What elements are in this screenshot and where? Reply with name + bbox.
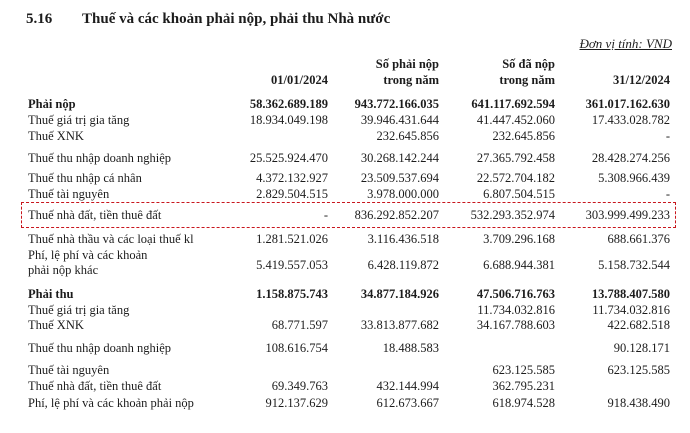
cell-paid: 232.645.856 (492, 129, 555, 143)
cell-closing: - (665, 187, 670, 201)
column-header-payable (376, 56, 439, 88)
column-header-payable-line2: trong năm (383, 73, 439, 87)
cell-closing: 5.158.732.544 (598, 258, 670, 272)
cell-closing: - (665, 129, 670, 143)
section-number: 5.16 (26, 11, 53, 27)
column-header-opening-date: 01/01/2024 (271, 73, 328, 87)
cell-opening: 25.525.924.470 (249, 151, 328, 165)
cell-paid: 47.506.716.763 (476, 287, 555, 301)
cell-payable: 30.268.142.244 (360, 151, 439, 165)
column-header-payable-line1: Số phải nộp (375, 57, 439, 71)
cell-payable: 3.978.000.000 (367, 187, 439, 201)
row-label: Thuế giá trị gia tăng (28, 303, 130, 317)
cell-payable: 6.428.119.872 (367, 258, 439, 272)
column-header-paid (499, 56, 555, 88)
cell-payable: 18.488.583 (382, 341, 439, 355)
cell-closing: 28.428.274.256 (591, 151, 670, 165)
cell-closing: 13.788.407.580 (591, 287, 670, 301)
cell-opening: 18.934.049.198 (249, 113, 328, 127)
column-header-paid-line1: Số đã nộp (502, 57, 555, 71)
cell-closing: 11.734.032.816 (592, 303, 670, 317)
cell-closing: 623.125.585 (607, 363, 670, 377)
cell-paid: 532.293.352.974 (470, 208, 555, 222)
cell-payable: 3.116.436.518 (367, 232, 439, 246)
row-label: Thuế tài nguyên (28, 363, 110, 377)
highlight-box (21, 202, 676, 228)
row-label: Thuế nhà đất, tiền thuê đất (28, 379, 162, 393)
cell-paid: 641.117.692.594 (471, 97, 555, 111)
cell-payable: 432.144.994 (376, 379, 439, 393)
cell-opening: 1.281.521.026 (256, 232, 328, 246)
row-label: Thuế XNK (28, 318, 84, 332)
cell-opening: 4.372.132.927 (256, 171, 328, 185)
cell-opening: 912.137.629 (265, 396, 328, 410)
row-label: Thuế thu nhập cá nhân (28, 171, 142, 185)
cell-opening: - (323, 208, 328, 222)
cell-closing: 688.661.376 (607, 232, 670, 246)
row-label: Thuế thu nhập doanh nghiệp (28, 341, 172, 355)
cell-paid: 41.447.452.060 (476, 113, 555, 127)
cell-paid: 362.795.231 (492, 379, 555, 393)
cell-opening: 69.349.763 (271, 379, 328, 393)
cell-payable: 232.645.856 (376, 129, 439, 143)
cell-payable: 33.813.877.682 (360, 318, 439, 332)
row-label: Thuế giá trị gia tăng (28, 113, 130, 127)
cell-paid: 27.365.792.458 (476, 151, 555, 165)
cell-paid: 3.709.296.168 (483, 232, 555, 246)
row-label: Phải nộp (28, 97, 76, 111)
row-label: Thuế nhà đất, tiền thuê đất (28, 208, 162, 222)
row-label-continued: phải nộp khác (28, 263, 99, 277)
column-header-closing-date: 31/12/2024 (613, 73, 670, 87)
cell-paid: 34.167.788.603 (476, 318, 555, 332)
cell-opening: 2.829.504.515 (256, 187, 328, 201)
row-label: Phí, lệ phí và các khoản phải nộp (28, 396, 194, 410)
cell-payable: 612.673.667 (376, 396, 439, 410)
row-label: Phải thu (28, 287, 74, 301)
cell-payable: 943.772.166.035 (354, 97, 439, 111)
cell-closing: 422.682.518 (607, 318, 670, 332)
row-label: Thuế thu nhập doanh nghiệp (28, 151, 172, 165)
cell-payable: 39.946.431.644 (360, 113, 439, 127)
cell-closing: 5.308.966.439 (598, 171, 670, 185)
row-label: Thuế tài nguyên (28, 187, 110, 201)
cell-closing: 361.017.162.630 (585, 97, 670, 111)
section-title: Thuế và các khoản phải nộp, phải thu Nhà nước (82, 11, 391, 27)
table-row (0, 248, 690, 280)
cell-paid: 6.807.504.515 (483, 187, 555, 201)
section-heading (26, 11, 390, 28)
cell-closing: 90.128.171 (613, 341, 670, 355)
cell-closing: 303.999.499.233 (585, 208, 670, 222)
cell-opening: 1.158.875.743 (256, 287, 328, 301)
cell-opening: 58.362.689.189 (249, 97, 328, 111)
cell-closing: 918.438.490 (607, 396, 670, 410)
cell-payable: 836.292.852.207 (354, 208, 439, 222)
row-label: Thuế nhà thầu và các loại thuế kl (28, 232, 194, 246)
column-header-paid-line2: trong năm (499, 73, 555, 87)
cell-payable: 23.509.537.694 (360, 171, 439, 185)
cell-closing: 17.433.028.782 (591, 113, 670, 127)
cell-payable: 34.877.184.926 (360, 287, 439, 301)
unit-label: Đơn vị tính: VND (579, 36, 672, 51)
cell-paid: 6.688.944.381 (483, 258, 555, 272)
cell-paid: 22.572.704.182 (476, 171, 555, 185)
cell-paid: 618.974.528 (492, 396, 555, 410)
cell-opening: 5.419.557.053 (256, 258, 328, 272)
cell-opening: 68.771.597 (271, 318, 328, 332)
row-label: Phí, lệ phí và các khoản (28, 248, 148, 262)
cell-opening: 108.616.754 (265, 341, 328, 355)
cell-paid: 623.125.585 (492, 363, 555, 377)
cell-paid: 11.734.032.816 (477, 303, 555, 317)
row-label: Thuế XNK (28, 129, 84, 143)
